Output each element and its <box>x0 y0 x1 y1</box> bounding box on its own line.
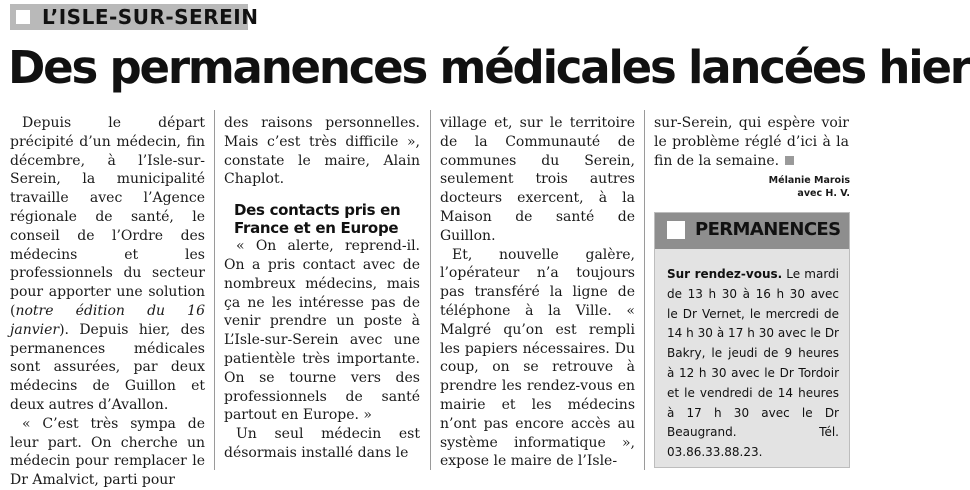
info-box-body: Le mardi de 13 h 30 à 16 h 30 avec le Dr Vernet, le mercredi de 14 h 30 à 17 h 30 avec le Dr Bakry, le jeudi de 9 heures à 12 h 30 avec le Dr Tordoir et le vendredi de 14 heures à 17 h 30 avec le Dr Beaugrand. Tél. 03.86.33.88.23. <box>667 267 839 460</box>
paragraph <box>10 114 205 415</box>
column-divider <box>644 110 645 470</box>
info-box-header <box>655 213 849 249</box>
italic-reference: notre édition du 16 janvier <box>10 302 205 338</box>
kicker-label: L’ISLE-SUR-SEREIN <box>42 5 259 29</box>
subheading: Des contacts pris en France et en Europe <box>234 201 401 238</box>
article-headline: Des permanences médicales lancées hier <box>8 41 970 94</box>
paragraph <box>654 114 849 170</box>
article-column-3 <box>440 114 635 471</box>
box-square-icon <box>667 221 685 239</box>
byline <box>654 174 850 200</box>
column-divider <box>214 110 215 470</box>
info-box-lead: Sur rendez-vous. <box>667 267 783 281</box>
author-credit: avec H. V. <box>797 188 850 199</box>
column-divider <box>430 110 431 470</box>
info-box-text <box>667 265 839 463</box>
paragraph: « C’est très sympa de leur part. On cherche un médecin pour remplacer le Dr Amalvict, parti pour <box>10 415 205 489</box>
section-kicker <box>10 4 259 30</box>
author-name: Mélanie Marois <box>768 175 850 186</box>
paragraph: Un seul médecin est désormais installé dans le <box>224 426 420 461</box>
end-mark-icon <box>785 156 794 165</box>
kicker-square-icon <box>16 10 30 24</box>
article-column-2 <box>224 114 420 463</box>
text-run: sur-Serein, qui espère voir le problème réglé d’ici à la fin de la semaine. <box>654 115 849 169</box>
text-run: Depuis le départ précipité d’un médecin, fin décembre, à l’Isle-sur-Serein, la municipalité travaille avec l’Agence régionale de santé, le conseil de l’Ordre des médecins et les professionnels du secteur pour apporter une solution ( <box>10 115 205 319</box>
paragraph: Et, nouvelle galère, l’opérateur n’a toujours pas transféré la ligne de téléphone à la Ville. « Malgré qu’on est rempli les papiers nécessaires. Du coup, on se retrouve à prendre les rendez-vous en mairie et les médecins n’ont pas encore accès au système informatique », expose le maire de l’Isle- <box>440 246 635 470</box>
article-column-1 <box>10 114 205 490</box>
permanences-info-box <box>654 212 850 468</box>
info-box-title: PERMANENCES <box>695 219 841 240</box>
paragraph: village et, sur le territoire de la Communauté de communes du Serein, seulement trois autres docteurs exercent, à la Maison de santé de Guillon. <box>440 115 635 244</box>
paragraph: des raisons personnelles. Mais c’est très difficile », constate le maire, Alain Chaplot. <box>224 115 420 188</box>
paragraph: « On alerte, reprend-il. On a pris contact avec de nombreux médecins, mais ça ne les intéresse pas de venir prendre un poste à L’Isle-sur-Serein avec une patientèle très importante. On se tourne vers des professionnels de santé partout en Europe. » <box>224 238 420 424</box>
article-column-4 <box>654 114 849 170</box>
text-run: ). Depuis hier, des permanences médicales sont assurées, par deux médecins de Guillon et deux autres d’Avallon. <box>10 321 205 413</box>
